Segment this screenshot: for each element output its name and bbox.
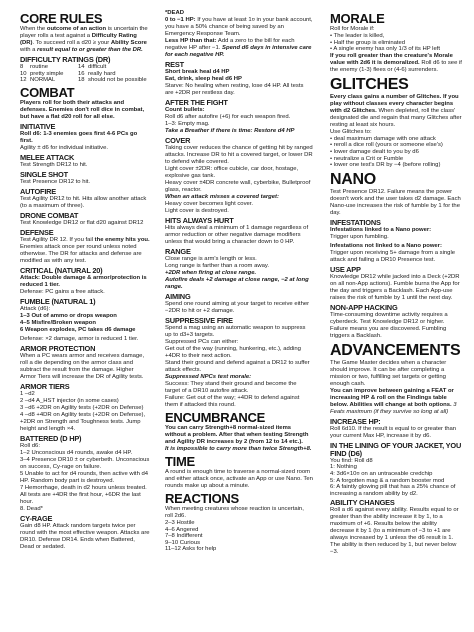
heading-armor-tiers: ARMOR TIERS: [20, 381, 70, 391]
suppressive-text: Failure: Get out of the way; +4DR to defend against them if attacked this round.: [165, 395, 300, 408]
heading-nano: NANO: [330, 170, 376, 188]
fumble-item: 4–5 Misfire/Broken weapon: [20, 319, 96, 326]
suppressive-text: Suppressed NPCs test morale:: [165, 374, 252, 380]
heading-jacket-lining: IN THE LINING OF YOUR JACKET, YOU FIND (D6): [330, 440, 462, 458]
advancements-text: You can improve between gaining a FEAT or increasing HP & roll on the Findings table below. Abilities will change at both options. 3 Feats maximum (if they survive so long at all): [330, 387, 457, 415]
heading-melee-attack: MELEE ATTACK: [20, 152, 75, 162]
heading-armor-protection: ARMOR PROTECTION: [20, 343, 96, 353]
single-shot-text: Test Presence DR12 to hit.: [20, 178, 91, 185]
reaction-item: 2–3 Hostile: [165, 520, 195, 526]
dead-text: *DEAD 0 to −1 HP: If you have at least 1¤ in your bank account, you have a 50% chance of being saved by an Emergency Response Team. Less HP than that: Add a zero to the bill for each negative HP after −1. Spend d6 days in intensive care for each negative HP.: [165, 10, 313, 58]
heading-reactions: REACTIONS: [165, 491, 239, 506]
increase-hp-text: Roll 6d10. If the result is equal to or greater than your current Max HP, increase it by d6.: [330, 425, 457, 439]
morale-item: • Half the group is eliminated: [330, 39, 406, 46]
heading-autofire: AUTOFIRE: [20, 186, 57, 196]
heading-difficulty-ratings: DIFFICULTY RATINGS (DR): [20, 55, 111, 64]
infestations-text: Infestations linked to a Nano power:: [330, 226, 432, 233]
reaction-item: 11–12 Asks for help: [165, 546, 217, 553]
dr-value: 8: [20, 64, 24, 70]
hits-text: Hits always deal a minimum of 1 damage regardless of armor reduction or other negative damage modifiers unless that would bring a character down to 0 HP.: [165, 225, 309, 245]
dr-label: NORMAL: [30, 77, 56, 84]
range-text: +2DR when firing at close range.: [165, 270, 257, 276]
encumbrance-text: It is impossible to carry more than twice Strength+8.: [165, 446, 312, 452]
critical-attack-text: Attack: Double damage & armor/protection is reduced 1 tier.: [20, 274, 147, 288]
suppressive-text: Stand their ground and defend against a DR12 to suffer attack effects.: [165, 360, 310, 373]
battered-item: 7 Hemorrhage, death in d2 hours unless treated. All tests are +4DR the first hour, +6DR the last hour.: [20, 484, 147, 505]
cover-text: Heavy cover ±4DR concrete wall, cyberbike, Bulletproof glass, reactor.: [165, 180, 311, 193]
after-fight-item: 1–3: Empty mag.: [165, 121, 210, 127]
heading-single-shot: SINGLE SHOT: [20, 169, 68, 179]
heading-glitches: GLITCHES: [330, 75, 409, 93]
armor-tier: 2 –d4 A_HST injector (in some cases): [20, 397, 119, 404]
fumble-item: 1–3 Out of ammo or drops weapon: [20, 312, 117, 319]
rest-item: Short break heal d4 HP: [165, 69, 230, 75]
column-right: [330, 10, 462, 556]
after-fight-item: Roll d6 after autofire (+6) for each weapon fired.: [165, 114, 291, 120]
heading-critical: CRITICAL (NATURAL 20): [20, 265, 103, 275]
armor-tier: 4 –d8 +4DR on Agility tests (+2DR on Defense), +2DR on Strength and Toughness tests. Jump height and length ×4.: [20, 411, 146, 432]
heading-fumble: FUMBLE (NATURAL 1): [20, 296, 96, 306]
time-text: A round is enough time to traverse a normal-sized room and either attack once, activate an App or use Nano. Ten rounds make up about a minute.: [165, 469, 313, 489]
heading-initiative: INITIATIVE: [20, 121, 56, 131]
battered-item: 5 Unable to act for d4 rounds, then active with d4 HP. Random body part is destroyed.: [20, 470, 149, 484]
ability-changes-text: Roll a d6 against every ability. Results equal to or greater than the ability increase it by 1, to a maximum of +6. Results below the ability decrease it by 1 (to a minimum of −3 to +1 are always increased by 1 unless the d6 result is 1. The ability is then reduced by 1, but never below −3.: [330, 507, 459, 556]
heading-encumbrance: ENCUMBRANCE: [165, 410, 265, 425]
dr-label: pretty simple: [30, 70, 64, 77]
lining-item: 6: A faintly glowing pill that has a 25% chance of increasing a random ability by d2.: [330, 484, 456, 497]
dr-value: 10: [20, 70, 27, 77]
glitch-item: • neutralize a Crit or Fumble: [330, 155, 404, 162]
armor-tier: 3 –d6 +2DR on Agility tests (+2DR on Defense): [20, 404, 144, 411]
heading-use-app: USE APP: [330, 264, 361, 274]
non-app-text: Time-consuming downtime activity requires a cyberdeck. Test Knowledge DR12 or higher. Failure means you are discovered. Fumbling triggers a Backlash.: [330, 311, 448, 339]
reaction-item: 4–6 Angered: [165, 526, 199, 533]
reaction-item: 9–10 Curious: [165, 539, 201, 546]
after-fight-item: Count bullets:: [165, 107, 205, 113]
combat-text: Players roll for both their attacks and defenses. Enemies don't roll dice in combat, but have a flat d20 roll for all else.: [20, 99, 145, 120]
heading-cover: COVER: [165, 136, 191, 145]
morale-item: • The leader is killed,: [330, 33, 385, 39]
glitches-use-label: Use Glitches to:: [330, 128, 372, 135]
melee-text: Test Strength DR12 to hit.: [20, 161, 88, 168]
fumble-defense-text: Defense: ×2 damage, armor is reduced 1 tier.: [20, 335, 139, 342]
heading-range: RANGE: [165, 247, 191, 256]
glitch-item: • deal maximum damage with one attack: [330, 135, 436, 142]
dr-label: difficult: [88, 64, 107, 70]
battered-item: 1–2 Unconscious d4 rounds, awake d4 HP.: [20, 449, 133, 456]
heading-non-app-hacking: NON-APP HACKING: [330, 302, 398, 312]
core-rules-text: When the outcome of an action is uncertain the player rolls a test against a Difficulty Rating (DR). To succeed roll a d20 ≥ your Ability Score with a result equal to or greater than the DR.: [20, 26, 148, 53]
fumble-attack-label: Attack (d6):: [20, 305, 51, 312]
column-left: [20, 10, 150, 551]
heading-rest: REST: [165, 60, 184, 69]
defense-text: Test Agility DR 12. If you fail the enemy hits you. Enemies attack once per round unless noted otherwise. The DR for attacks and defense are modified as with any test.: [20, 236, 150, 264]
heading-aiming: AIMING: [165, 292, 191, 301]
heading-suppressive-fire: SUPPRESSIVE FIRE: [165, 316, 233, 325]
range-text: Autofire deals +2 damage at close range, −2 at long range.: [165, 277, 309, 290]
reactions-text: When meeting creatures whose reaction is uncertain, roll 2d6.: [165, 506, 304, 519]
cover-text: Light cover ±2DR: office cubicle, car door, hostage, explosive gas tank.: [165, 166, 299, 179]
suppressive-text: Suppressed PCs can either:: [165, 339, 239, 345]
heading-infestations: INFESTATIONS: [330, 217, 381, 227]
critical-defense-text: Defense: PC gains a free attack.: [20, 288, 105, 295]
heading-after-the-fight: AFTER THE FIGHT: [165, 98, 228, 107]
lining-item: 1: Nothing: [330, 464, 357, 471]
lining-item: You find: Roll d8: [330, 457, 373, 464]
heading-core-rules: CORE RULES: [20, 11, 103, 26]
cover-text: Heavy cover becomes light cover.: [165, 201, 254, 207]
use-app-text: Knowledge DR12 while jacked into a Deck (+2DR on all non-App actions). Fumble burns the App for the day and triggers a Backlash. Each App-use raises the risk of fumble by 1 until the next day.: [330, 273, 460, 301]
dr-value: 16: [78, 70, 85, 77]
after-fight-item: Take a Breather if there is time: Restore d4 HP: [165, 128, 295, 134]
heading-advancements: ADVANCEMENTS: [330, 341, 461, 359]
autofire-text: Test Agility DR12 to hit. Hits allow another attack (to a maximum of three).: [20, 195, 147, 209]
dr-value: 18: [78, 77, 85, 84]
range-text: Long range is farther than a room away.: [165, 263, 270, 269]
rest-item: Starve: No healing when resting, lose d4 HP. All tests are +2DR per restless day.: [165, 83, 304, 96]
glitches-text: Every class gains a number of Glitches. If you play without classes every character begins with d2 Glitches. When depleted, roll the class' designated die and regain that many Glitches after resting at least six hours.: [330, 93, 462, 128]
battered-label: Roll d6:: [20, 442, 40, 449]
infestations-text: Trigger upon fumbling.: [330, 233, 389, 240]
dr-label: routine: [30, 64, 49, 70]
heading-increase-hp: INCREASE HP:: [330, 416, 381, 426]
glitch-item: • reroll a dice roll (yours or someone else's): [330, 142, 443, 149]
dr-label: should not be possible: [88, 77, 147, 84]
difficulty-table: [20, 64, 150, 84]
aiming-text: Spend one round aiming at your target to receive either −2DR to hit or +2 damage.: [165, 301, 310, 314]
reaction-item: 7–8 Indifferent: [165, 533, 203, 540]
glitch-item: • lower damage dealt to you by d6: [330, 148, 419, 155]
heading-ability-changes: ABILITY CHANGES: [330, 498, 395, 508]
battered-item: 3–4 Presence DR10 ± or cyberbeth. Unconscious on success, Cy-rage on failure.: [20, 456, 150, 470]
dr-value: 14: [78, 64, 85, 70]
infestations-text: Infestations not linked to a Nano power:: [330, 242, 442, 249]
range-text: Close range is arm's length or less.: [165, 256, 257, 262]
drone-text: Test Knowledge DR12 or flat d20 against DR12: [20, 219, 144, 226]
heading-defense: DEFENSE: [20, 227, 54, 237]
dr-label: really hard: [88, 70, 116, 77]
heading-hits-always-hurt: HITS ALWAYS HURT: [165, 216, 234, 225]
heading-battered: BATTERED (D HP): [20, 433, 82, 443]
encumbrance-text: You can carry Strength+8 normal-sized items without a problem. After that when testing Strength and Agility DR increases by 2 (from 12 to 14 etc.).: [165, 425, 309, 445]
armor-text: When a PC wears armor and receives damage, roll a die depending on the armor class and subtract the result from the damage. Higher Armor Tiers will increase the DR of Agility tests.: [20, 352, 145, 380]
rest-item: Eat, drink, sleep heal d6 HP: [165, 76, 242, 82]
glitch-item: • lower one test's DR by −4 (before rolling): [330, 162, 441, 169]
heading-drone-combat: DRONE COMBAT: [20, 210, 79, 220]
cover-text: Taking cover reduces the chance of getting hit by ranged attacks. Increase DR to hit a covered target, or lower DR to defend while covered.: [165, 145, 313, 165]
initiative-text: Roll d6: 1-3 enemies goes first 4-6 PCs go first.: [20, 130, 138, 144]
infestations-text: Trigger upon receiving 5+ damage from a single attack and failing a DR10 Presence test.: [330, 249, 456, 263]
suppressive-text: Success: They stand their ground and become the target of a DR10 autofire attack.: [165, 381, 297, 394]
cover-text: Light cover is destroyed.: [165, 208, 229, 214]
battered-item: 8. Dead*: [20, 505, 43, 512]
fumble-item: 6 Weapon explodes, PC takes d6 damage: [20, 326, 136, 333]
morale-item: • A single enemy has only 1/3 of its HP left: [330, 46, 441, 53]
suppressive-text: Spend a mag using an automatic weapon to suppress up to d3+3 targets.: [165, 325, 306, 338]
advancements-text: The Game Master decides when a character should improve. It can be after completing a mission or two, fulfilling set targets or getting enough cash.: [330, 359, 447, 387]
dr-value: 12: [20, 77, 27, 84]
heading-combat: COMBAT: [20, 84, 75, 100]
lining-item: 5: A forgotten mag & a random booster mod: [330, 477, 445, 484]
lining-item: 4: 3d6×10¤ on an untraceable credchip: [330, 470, 433, 477]
armor-tier: 1 –d2: [20, 390, 35, 397]
heading-morale: MORALE: [330, 11, 385, 26]
heading-time: TIME: [165, 454, 195, 469]
heading-cy-rage: CY-RAGE: [20, 513, 53, 523]
suppressive-text: Get out of the way (running, hunkering, etc.), adding +4DR to their next action.: [165, 346, 301, 359]
nano-text: Test Presence DR12. Failure means the power doesn't work and the user takes d2 damage. Each Nano-use increases the risk of fumble by 1 for the day.: [330, 188, 461, 216]
morale-text: Roll for Morale if:: [330, 26, 375, 32]
initiative-text-2: Agility ± d6 for individual initiative.: [20, 144, 109, 151]
morale-result: If you roll greater than the creature's Morale value with 2d6 it is demoralized. Roll d6 to see if the enemy (1-3) flees or (4-6) surrenders.: [330, 52, 462, 73]
cy-rage-text: Gain d8 HP. Attack random targets twice per round with the most effective weapon. Attacks are DR10. Defense DR14. Ends when Battered, Dead or sedated.: [20, 522, 150, 550]
cover-text: When an attack misses a covered target:: [165, 194, 279, 200]
column-middle: [165, 10, 313, 553]
